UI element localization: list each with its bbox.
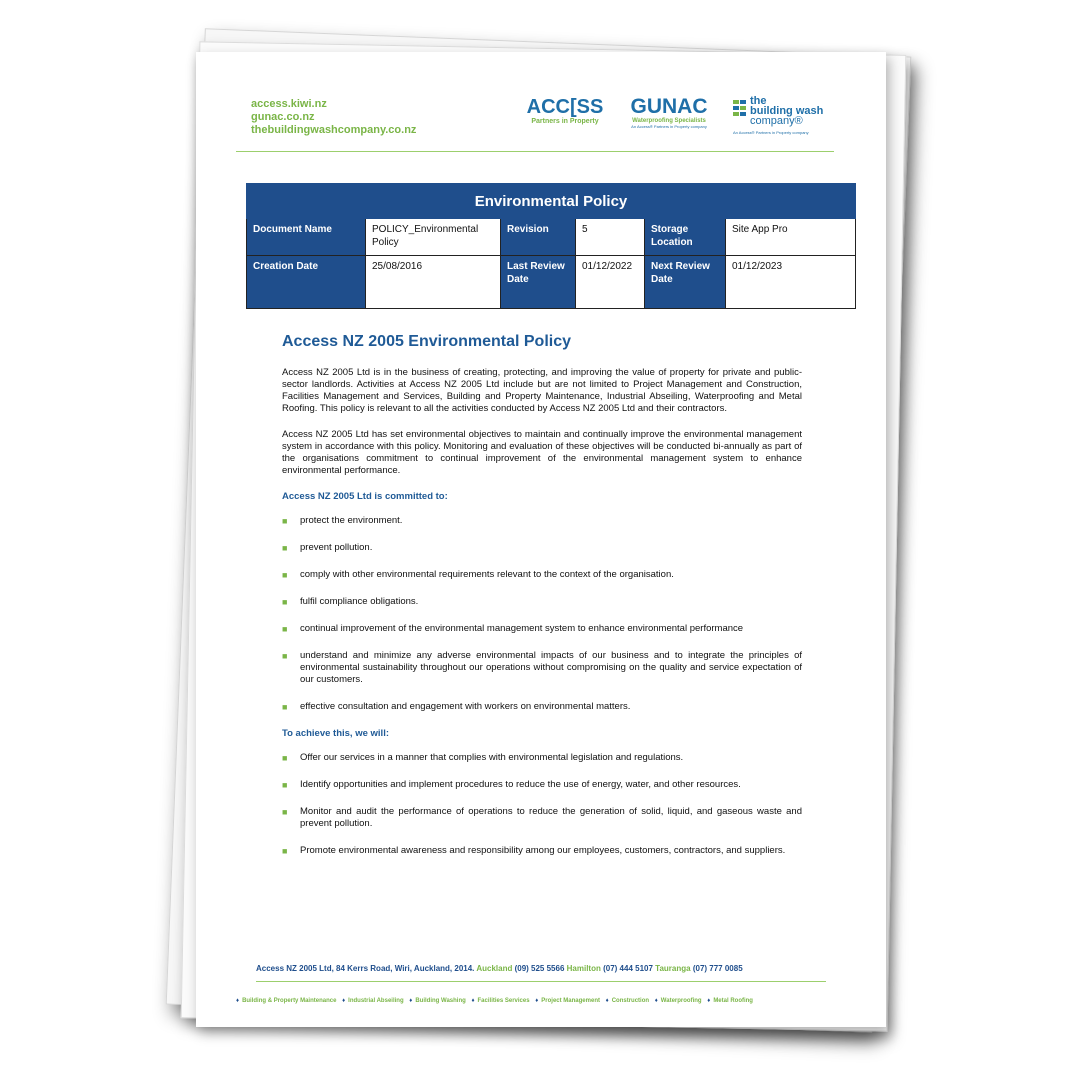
storage-location-value: Site App Pro bbox=[726, 219, 856, 256]
list-item: ■ Offer our services in a manner that complies with environmental legislation and regulations. bbox=[282, 752, 684, 763]
gunac-logo-name: GUNAC bbox=[630, 95, 708, 118]
gunac-logo bbox=[624, 96, 714, 129]
bullet-icon: ■ bbox=[282, 807, 288, 817]
bwc-logo-name: the building wash company® bbox=[750, 95, 824, 127]
bullet-icon: ♦ bbox=[535, 998, 539, 1004]
table-title: Environmental Policy bbox=[247, 184, 856, 219]
bullet-icon: ♦ bbox=[409, 998, 413, 1004]
achieve-list bbox=[282, 752, 802, 857]
bwc-grid-icon bbox=[733, 100, 747, 116]
bullet-icon: ■ bbox=[282, 780, 288, 790]
gunac-logo-sub: An Access® Partners in Property company bbox=[631, 124, 707, 129]
list-item: ■ prevent pollution. bbox=[282, 542, 373, 553]
access-logo bbox=[521, 96, 609, 125]
list-item: ■ fulfil compliance obligations. bbox=[282, 596, 419, 607]
logo-bar bbox=[521, 96, 841, 140]
list-item: ■ effective consultation and engagement with workers on environmental matters. bbox=[282, 701, 631, 712]
list-item: ■ protect the environment. bbox=[282, 515, 403, 526]
document-info-table bbox=[246, 183, 856, 309]
website-access: access.kiwi.nz bbox=[251, 98, 327, 110]
document-page bbox=[196, 52, 886, 1027]
footer-address: Access NZ 2005 Ltd, 84 Kerrs Road, Wiri, Auckland, 2014. Auckland (09) 525 5566 Hamilton (07) 444 5107 Tauranga (07) 777 0085 bbox=[256, 964, 743, 973]
bullet-icon: ■ bbox=[282, 597, 288, 607]
footer-services: ♦ Building & Property Maintenance ♦ Industrial Abseiling ♦ Building Washing ♦ Facilities Services ♦ Project Management ♦ Construction ♦ Waterproofing ♦ Metal Roofing bbox=[236, 998, 753, 1004]
last-review-date-value: 01/12/2022 bbox=[576, 256, 645, 309]
access-logo-tagline: Partners in Property bbox=[531, 118, 599, 125]
bullet-icon: ■ bbox=[282, 570, 288, 580]
footer-divider bbox=[256, 981, 826, 982]
document-name-value: POLICY_Environmental Policy bbox=[366, 219, 501, 256]
list-item: ■ understand and minimize any adverse environmental impacts of our business and to integrate the principles of environmental sustainability throughout our operations without compromising on the quality and service expectation of our customers. bbox=[282, 650, 802, 685]
list-item: ■ Promote environmental awareness and responsibility among our employees, customers, contractors, and suppliers. bbox=[282, 845, 786, 856]
website-gunac: gunac.co.nz bbox=[251, 111, 315, 123]
table-row bbox=[247, 219, 856, 256]
revision-value: 5 bbox=[576, 219, 645, 256]
list-item: ■ Monitor and audit the performance of operations to reduce the generation of solid, liquid, and gaseous waste and prevent pollution. bbox=[282, 806, 802, 829]
website-bwc: thebuildingwashcompany.co.nz bbox=[251, 124, 417, 136]
bullet-icon: ■ bbox=[282, 543, 288, 553]
website-list bbox=[251, 98, 416, 137]
bullet-icon: ■ bbox=[282, 516, 288, 526]
table-row bbox=[247, 256, 856, 309]
bullet-icon: ■ bbox=[282, 651, 288, 661]
next-review-date-label: Next Review Date bbox=[645, 256, 726, 309]
list-item: ■ Identify opportunities and implement procedures to reduce the use of energy, water, and other resources. bbox=[282, 779, 741, 790]
last-review-date-label: Last Review Date bbox=[501, 256, 576, 309]
bullet-icon: ♦ bbox=[707, 998, 711, 1004]
access-logo-name: ACC[SS bbox=[526, 96, 604, 118]
next-review-date-value: 01/12/2023 bbox=[726, 256, 856, 309]
bullet-icon: ♦ bbox=[342, 998, 346, 1004]
bullet-icon: ■ bbox=[282, 753, 288, 763]
document-name-label: Document Name bbox=[247, 219, 366, 256]
bullet-icon: ♦ bbox=[605, 998, 609, 1004]
gunac-logo-tagline: Waterproofing Specialists bbox=[632, 118, 706, 124]
bullet-icon: ♦ bbox=[471, 998, 475, 1004]
creation-date-value: 25/08/2016 bbox=[366, 256, 501, 309]
objectives-paragraph: Access NZ 2005 Ltd has set environmental objectives to maintain and continually improve the environmental management system in accordance with this policy. Monitoring and evaluation of these objectives will be conducted bi-annually as part of the organisations commitment to continual improvement of the environmental management system to enhance environmental performance. bbox=[282, 429, 802, 476]
storage-location-label: Storage Location bbox=[645, 219, 726, 256]
bullet-icon: ■ bbox=[282, 624, 288, 634]
policy-body bbox=[282, 367, 802, 872]
intro-paragraph: Access NZ 2005 Ltd is in the business of creating, protecting, and improving the value of property for private and public-sector landlords. Activities at Access NZ 2005 Ltd include but are not limited to Project Management and Construction, Facilities Management and Services, Building and Property Maintenance, Industrial Abseiling, Waterproofing and Metal Roofing. This policy is relevant to all the activities conducted by Access NZ 2005 Ltd and their contractors. bbox=[282, 367, 802, 414]
bullet-icon: ■ bbox=[282, 846, 288, 856]
revision-label: Revision bbox=[501, 219, 576, 256]
bullet-icon: ♦ bbox=[654, 998, 658, 1004]
list-item: ■ comply with other environmental requirements relevant to the context of the organisation. bbox=[282, 569, 674, 580]
policy-heading: Access NZ 2005 Environmental Policy bbox=[282, 333, 572, 350]
bullet-icon: ■ bbox=[282, 702, 288, 712]
list-item: ■ continual improvement of the environmental management system to enhance environmental performance bbox=[282, 623, 744, 634]
bwc-logo-sub: An Access® Partners in Property company bbox=[733, 130, 809, 135]
committed-list bbox=[282, 515, 802, 713]
committed-heading: Access NZ 2005 Ltd is committed to: bbox=[282, 491, 448, 502]
bullet-icon: ♦ bbox=[236, 998, 240, 1004]
creation-date-label: Creation Date bbox=[247, 256, 366, 309]
header-divider bbox=[236, 151, 834, 152]
achieve-heading: To achieve this, we will: bbox=[282, 728, 389, 739]
